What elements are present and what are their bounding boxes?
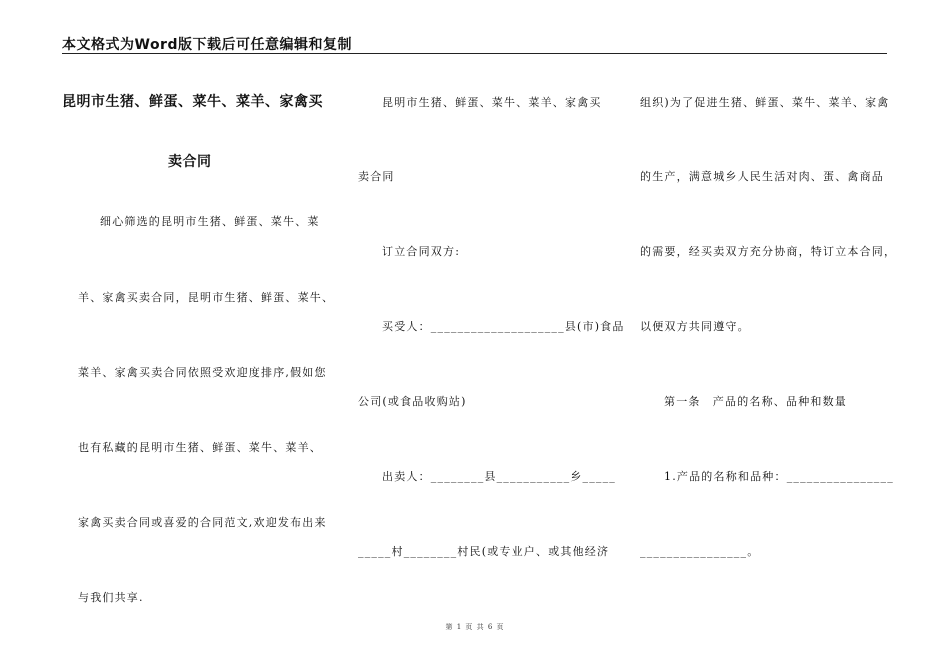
contract-line: 的需要，经买卖双方充分协商，特订立本合同， — [640, 245, 897, 258]
header-divider — [62, 53, 887, 54]
contract-line: 的生产，满意城乡人民生活对肉、蛋、禽商品 — [640, 170, 884, 183]
document-title-line-1: 昆明市生猪、鲜蛋、菜牛、菜羊、家禽买 — [62, 94, 323, 110]
contract-line: 昆明市生猪、鲜蛋、菜牛、菜羊、家禽买 — [382, 96, 602, 109]
contract-line: 卖合同 — [358, 170, 395, 183]
article-heading: 第一条 产品的名称、品种和数量 — [664, 395, 847, 408]
intro-line: 羊、家禽买卖合同，昆明市生猪、鲜蛋、菜牛、 — [78, 291, 335, 304]
contract-line: 组织)为了促进生猪、鲜蛋、菜牛、菜羊、家禽 — [640, 96, 890, 109]
contract-line: _____村________村民(或专业户、或其他经济 — [358, 545, 610, 558]
intro-line: 菜羊、家禽买卖合同依照受欢迎度排序,假如您 — [78, 366, 327, 379]
page-number-footer: 第 1 页 共 6 页 — [445, 623, 505, 631]
contract-line: ________________。 — [640, 545, 760, 558]
intro-line: 与我们共享. — [78, 591, 144, 604]
buyer-line: 买受人：____________________县(市)食品 — [382, 320, 625, 333]
intro-line: 细心筛选的昆明市生猪、鲜蛋、菜牛、菜 — [100, 215, 320, 228]
intro-line: 家禽买卖合同或喜爱的合同范文,欢迎发布出来 — [78, 516, 327, 529]
intro-line: 也有私藏的昆明市生猪、鲜蛋、菜牛、菜羊、 — [78, 441, 322, 454]
contract-line: 以便双方共同遵守。 — [640, 320, 750, 333]
page-header-title: 本文格式为Word版下载后可任意编辑和复制 — [62, 37, 352, 53]
contract-line: 订立合同双方: — [382, 245, 461, 258]
document-title-line-2: 卖合同 — [168, 154, 212, 170]
seller-line: 出卖人：________县___________乡_____ — [382, 470, 616, 483]
contract-line: 公司(或食品收购站) — [358, 395, 467, 408]
product-name-line: 1.产品的名称和品种：________________ — [664, 470, 894, 483]
